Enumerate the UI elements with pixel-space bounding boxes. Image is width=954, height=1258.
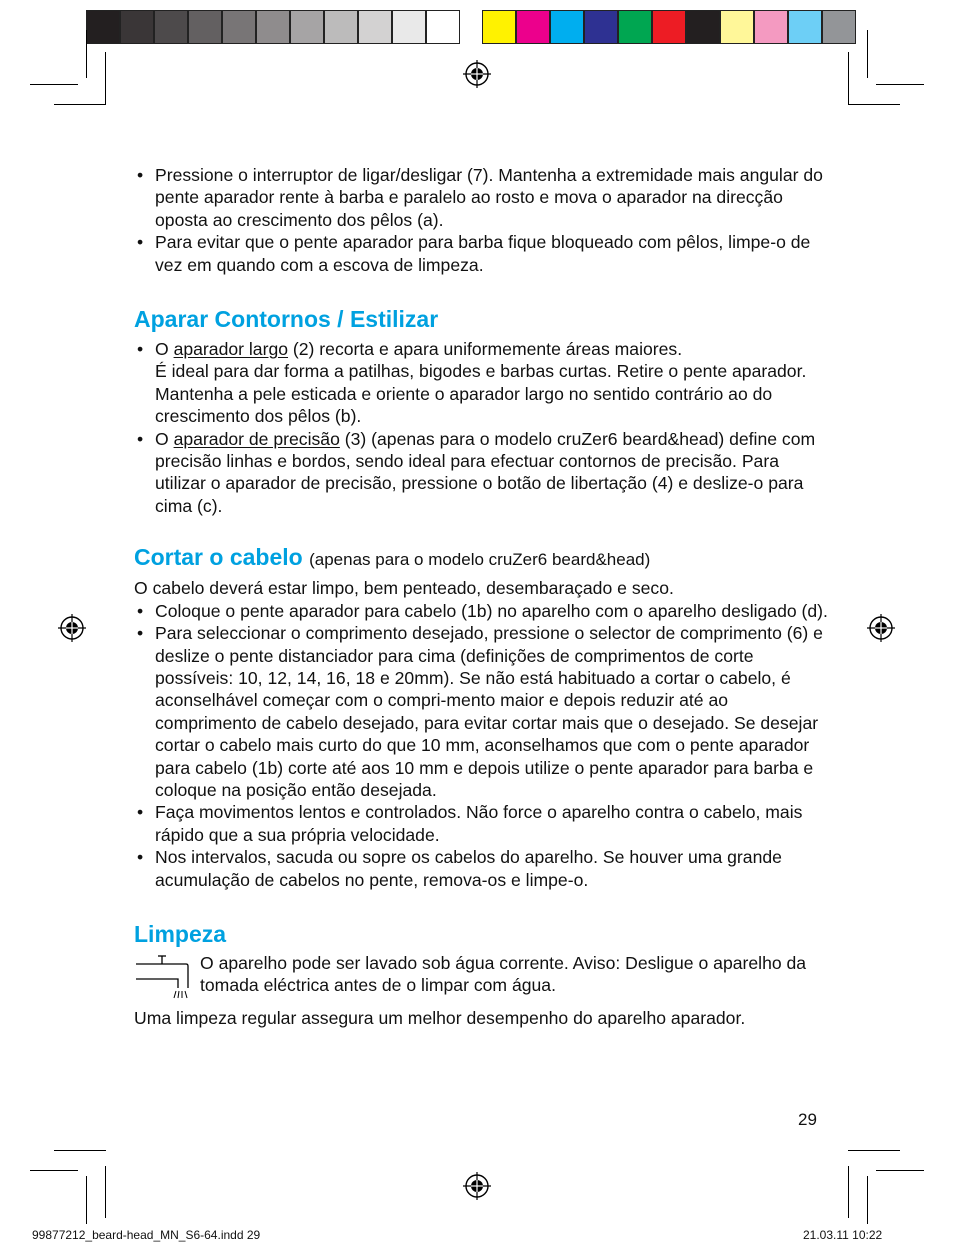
color-swatch [822, 10, 856, 44]
term-aparador-precisao: aparador de precisão [173, 428, 340, 449]
color-swatch [482, 10, 516, 44]
footer-filename: 99877212_beard-head_MN_S6-64.indd 29 [32, 1228, 261, 1242]
list-item [134, 428, 834, 518]
warning-text: O aparelho pode ser lavado sob água corrente. Aviso: Desligue o aparelho da tomada eléctrica antes de o limpar com água. [200, 952, 807, 996]
list-item: • Para seleccionar o comprimento desejado, pressione o selector de comprimento (6) e deslize o pente distanciador para cima (definições de comprimentos de corte possíveis: 10, 12, 14, 16, 18 e 20mm). Se não está habituado a cortar o cabelo, é aconselhável começar com o compri-mento maior e depois reduzir até ao comprimento de cabelo desejado, para evitar cortar mais que o desejado. Se desejar cortar o cabelo mais curto do que 10 mm, aconselhamos que com o pente aparador para cabelo (1b) corte até aos 10 mm e depois utilize o pente aparador para barba e coloque na posição então desejada. [134, 622, 834, 801]
color-swatch [154, 10, 188, 44]
list-item: • Faça movimentos lentos e controlados. Não force o aparelho contra o cabelo, mais rápido que a sua própria velocidade. [134, 801, 834, 846]
page-number: 29 [798, 1110, 817, 1129]
text-fragment: O [155, 428, 174, 449]
text-fragment: (3) (apenas para o modelo cruZer6 beard&head) define com precisão linhas e bordos, sendo ideal para efectuar contornos de precisão. Para utilizar o aparador de precisão, pressione o botão de libertação (4) e deslize-o para cima (c). [155, 428, 816, 516]
color-swatch [188, 10, 222, 44]
text-fragment: É ideal para dar forma a patilhas, bigodes e barbas curtas. Retire o pente aparador. Mantenha a pele esticada e oriente o aparador largo no sentido contrário ao do crescimento dos pêlos (b). [155, 361, 807, 427]
color-swatch [324, 10, 358, 44]
section-heading-aparar: Aparar Contornos / Estilizar [134, 306, 439, 333]
color-swatch [618, 10, 652, 44]
color-swatch [754, 10, 788, 44]
color-swatch [290, 10, 324, 44]
color-swatch [426, 10, 460, 44]
registration-mark-icon [463, 1172, 491, 1200]
paragraph: O cabelo deverá estar limpo, bem penteado, desembaraçado e seco. [134, 578, 674, 599]
term-aparador-largo: aparador largo [173, 339, 289, 360]
process-color-bar [482, 10, 856, 46]
color-swatch [120, 10, 154, 44]
color-swatch [222, 10, 256, 44]
water-tap-icon [134, 952, 200, 1002]
section-heading-cortar [134, 543, 834, 574]
text-fragment: (2) recorta e apara uniformemente áreas maiores. [288, 339, 683, 360]
list-item: • Pressione o interruptor de ligar/desligar (7). Mantenha a extremidade mais angular do pente aparador rente à barba e paralelo ao rosto e mova o aparador na direcção oposta ao crescimento dos pêlos (a). [134, 164, 834, 231]
list-item: • Coloque o pente aparador para cabelo (1b) no aparelho com o aparelho desligado (d). [134, 600, 834, 622]
color-swatch [358, 10, 392, 44]
page-content [134, 164, 834, 1029]
color-swatch [788, 10, 822, 44]
water-warning [134, 952, 834, 1002]
color-swatch [550, 10, 584, 44]
list-item: • Para evitar que o pente aparador para barba fique bloqueado com pêlos, limpe-o de vez em quando com a escova de limpeza. [134, 231, 834, 276]
color-swatch [584, 10, 618, 44]
list-item [134, 338, 834, 428]
list-item: • Nos intervalos, sacuda ou sopre os cabelos do aparelho. Se houver uma grande acumulação de cabelos no pente, remova-os e limpe-o. [134, 846, 834, 891]
registration-mark-icon [58, 614, 86, 642]
color-swatch [516, 10, 550, 44]
color-swatch [86, 10, 120, 44]
color-swatch [686, 10, 720, 44]
heading-text: Cortar o cabelo [134, 544, 303, 571]
grayscale-color-bar [86, 10, 460, 46]
footer-datetime: 21.03.11 10:22 [803, 1228, 883, 1242]
paragraph: Uma limpeza regular assegura um melhor desempenho do aparelho aparador. [134, 1007, 746, 1028]
heading-note: (apenas para o modelo cruZer6 beard&head) [309, 550, 651, 570]
color-swatch [392, 10, 426, 44]
text-fragment: O [155, 339, 174, 360]
color-swatch [720, 10, 754, 44]
registration-mark-icon [867, 614, 895, 642]
registration-mark-icon [463, 60, 491, 88]
color-swatch [652, 10, 686, 44]
color-swatch [256, 10, 290, 44]
section-heading-limpeza: Limpeza [134, 920, 227, 947]
